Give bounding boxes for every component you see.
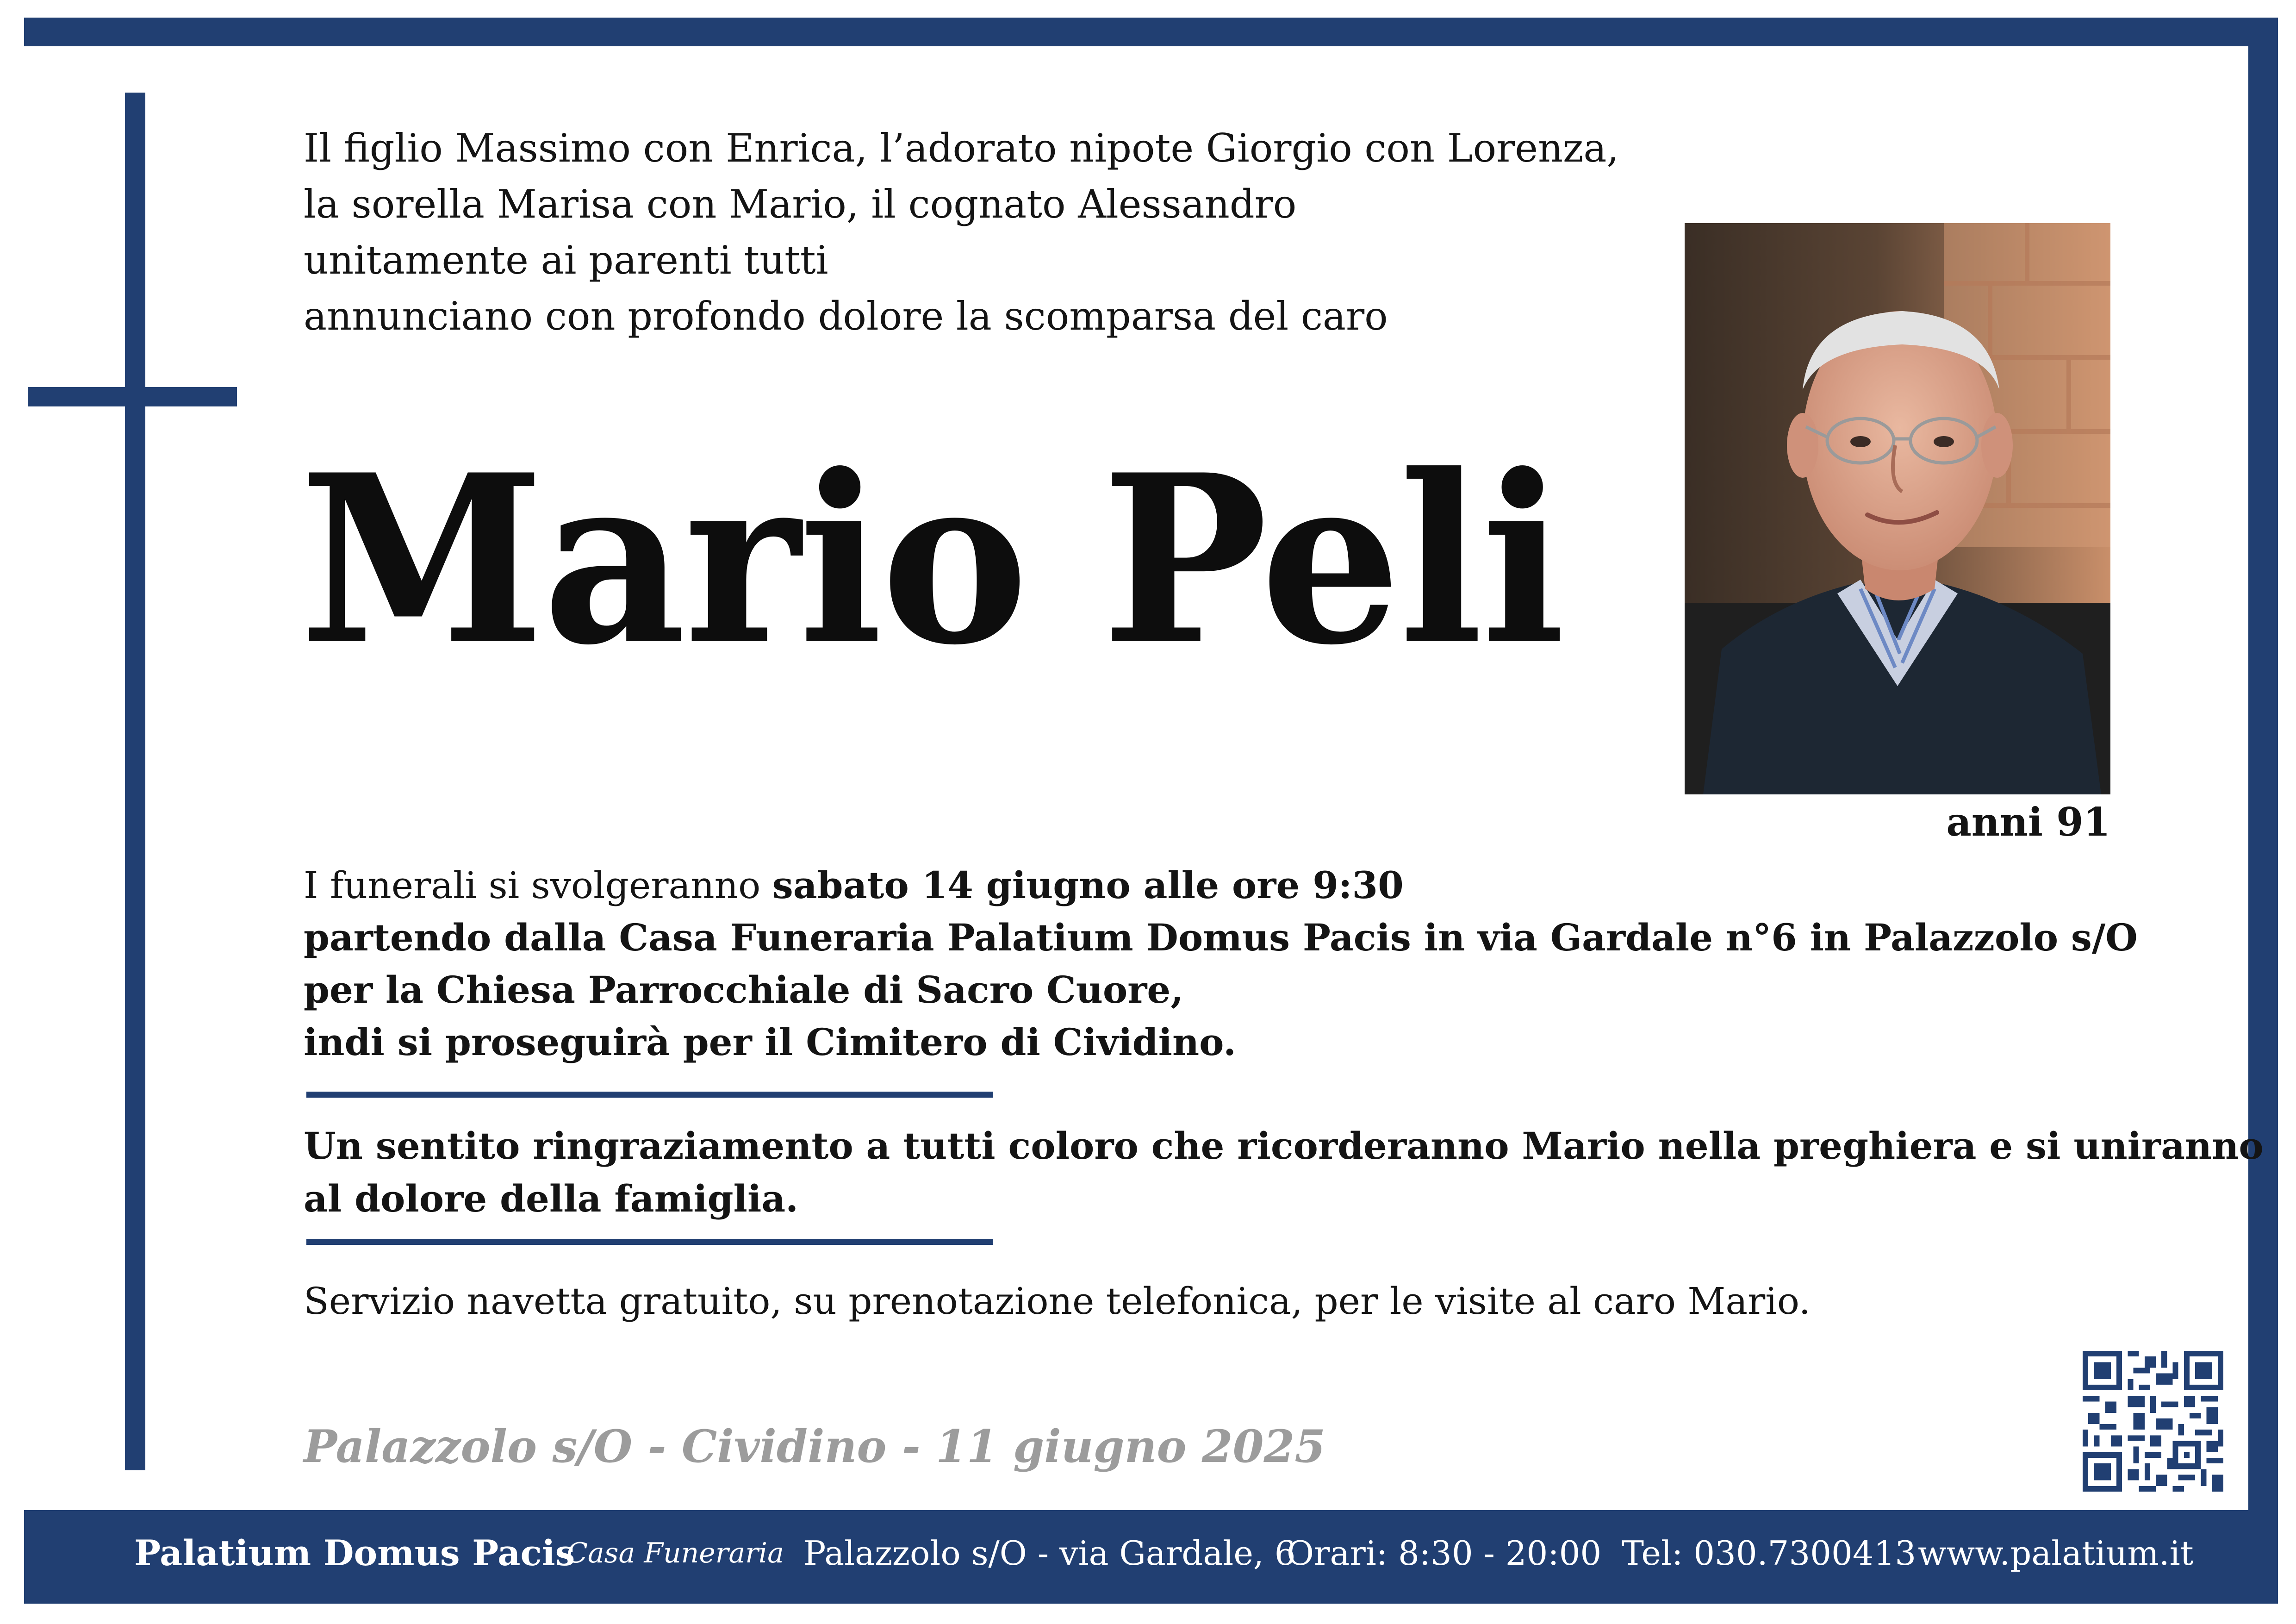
- cross-vertical-bar: [125, 93, 145, 1470]
- qr-code-icon[interactable]: [2083, 1351, 2223, 1492]
- funeral-date-time: sabato 14 giugno alle ore 9:30: [772, 863, 1404, 907]
- intro-line: la sorella Marisa con Mario, il cognato Alessandro: [304, 181, 1297, 227]
- funeral-details: [304, 859, 2138, 1068]
- intro-line: unitamente ai parenti tutti: [304, 237, 828, 283]
- footer-address: Palazzolo s/O - via Gardale, 6: [803, 1534, 1296, 1573]
- funeral-line-3: per la Chiesa Parrocchiale di Sacro Cuore,: [304, 968, 1184, 1012]
- portrait-photo: [1685, 223, 2110, 794]
- thanks-line: Un sentito ringraziamento a tutti coloro che ricorderanno Mario nella preghiera e si uniranno: [304, 1124, 2264, 1168]
- frame-right-border: [2248, 18, 2278, 1527]
- thanks-line: al dolore della famiglia.: [304, 1177, 799, 1220]
- footer-brand-name: Palatium Domus Pacis: [134, 1532, 575, 1574]
- footer-website-link[interactable]: www.palatium.it: [1918, 1534, 2194, 1573]
- footer-business-type: Casa Funeraria: [566, 1537, 784, 1569]
- deceased-age: anni 91: [1946, 799, 2110, 845]
- intro-line: Il figlio Massimo con Enrica, l’adorato nipote Giorgio con Lorenza,: [304, 125, 1619, 171]
- footer-phone[interactable]: Tel: 030.7300413: [1622, 1534, 1916, 1573]
- deceased-name: Mario Peli: [300, 424, 1564, 696]
- announcement-intro: [304, 120, 1692, 344]
- frame-top-border: [24, 18, 2278, 46]
- intro-line: annunciano con profondo dolore la scomparsa del caro: [304, 294, 1388, 339]
- funeral-line-4: indi si proseguirà per il Cimitero di Cividino.: [304, 1020, 1236, 1064]
- funeral-line-1: [304, 859, 2138, 912]
- shuttle-service-note: Servizio navetta gratuito, su prenotazione telefonica, per le visite al caro Mario.: [304, 1280, 1811, 1323]
- funeral-line-2: partendo dalla Casa Funeraria Palatium Domus Pacis in via Gardale n°6 in Palazzolo s/O: [304, 916, 2138, 959]
- footer-opening-hours: Orari: 8:30 - 20:00: [1287, 1534, 1602, 1573]
- funeral-intro-text: I funerali si svolgeranno: [304, 864, 772, 907]
- divider-rule: [306, 1239, 993, 1245]
- thanks-message: [304, 1119, 2264, 1225]
- divider-rule: [306, 1092, 993, 1098]
- cross-horizontal-bar: [28, 387, 237, 406]
- place-and-date: Palazzolo s/O - Cividino - 11 giugno 2025: [304, 1420, 1326, 1473]
